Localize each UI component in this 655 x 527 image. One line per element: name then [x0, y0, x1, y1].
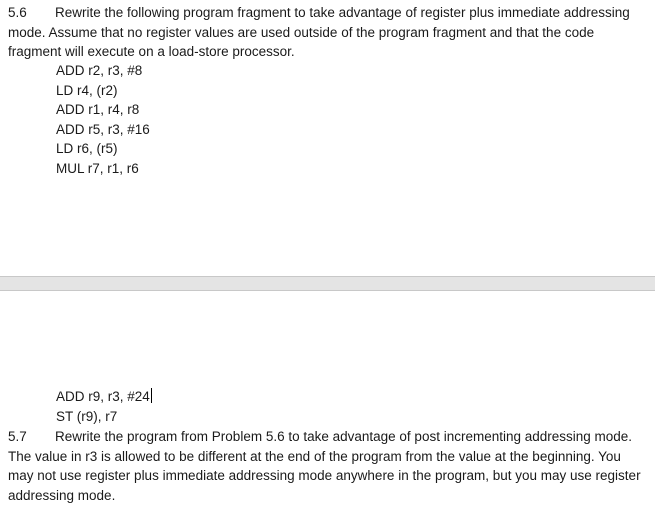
problem-5-7 [8, 427, 644, 505]
code-block-5-6 [56, 61, 150, 179]
code-line[interactable]: ADD r9, r3, #24 [56, 389, 150, 404]
problem-number: 5.6 [8, 5, 27, 20]
code-line: LD r4, (r2) [56, 82, 118, 98]
code-line: LD r6, (r5) [56, 141, 118, 157]
text-cursor [151, 388, 152, 403]
code-line: ADD r2, r3, #8 [56, 63, 143, 78]
code-line: MUL r7, r1, r6 [56, 160, 139, 176]
problem-number: 5.7 [8, 429, 27, 444]
code-block-continued[interactable] [56, 387, 152, 426]
code-line[interactable]: ST (r9), r7 [56, 408, 118, 424]
code-line: ADD r1, r4, r8 [56, 102, 140, 118]
code-line-edit[interactable] [56, 387, 152, 407]
document-page-2[interactable] [0, 291, 655, 527]
page-break [0, 276, 655, 291]
problem-text: Rewrite the following program fragment to take advantage of register plus immediate addressing mode. Assume that no register values are used outside of the program fragment and that the code fragment will execute on a load-store processor. [8, 5, 630, 59]
problem-5-6 [8, 3, 644, 62]
code-line: ADD r5, r3, #16 [56, 121, 150, 137]
problem-text: Rewrite the program from Problem 5.6 to take advantage of post incrementing addressing mode. The value in r3 is allowed to be different at the end of the program from the value at the beginning. You may not use register plus immediate addressing mode anywhere in the program, but you may use register addressing mode. [8, 429, 641, 503]
